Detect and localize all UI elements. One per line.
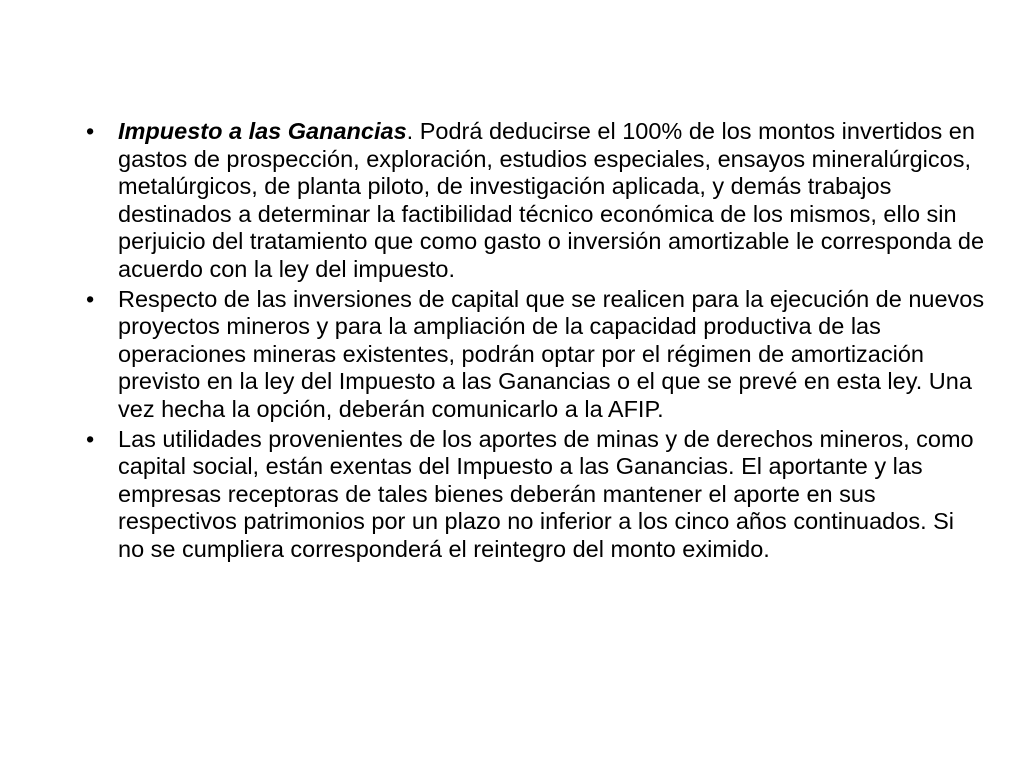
bullet-item-inversiones-capital	[86, 286, 986, 424]
bullet-marker: •	[86, 425, 95, 452]
bullet-lead-heading: Impuesto a las Ganancias	[118, 118, 407, 144]
bullet-item-ganancias-deduccion	[86, 118, 986, 284]
bullet-text: . Podrá deducirse el 100% de los montos invertidos en gastos de prospección, exploración, estudios especiales, ensayos mineralúrgicos, metalúrgicos, de planta piloto, de investigación aplicada, y demás trabajos destinados a determinar la factibilidad técnico económica de los mismos, ello sin perjuicio del tratamiento que como gasto o inversión amortizable le corresponda de acuerdo con la ley del impuesto.	[118, 118, 985, 282]
bullet-marker: •	[86, 118, 95, 144]
bullet-item-utilidades-aportes	[86, 426, 986, 564]
bullet-list	[86, 118, 986, 566]
bullet-text: Las utilidades provenientes de los aportes de minas y de derechos mineros, como capital social, están exentas del Impuesto a las Ganancias. El aportante y las empresas receptoras de tales bienes deberán mantener el aporte en sus respectivos patrimonios por un plazo no inferior a los cinco años continuados. Si no se cumpliera corresponderá el reintegro del monto eximido.	[118, 425, 974, 562]
bullet-marker: •	[86, 285, 95, 312]
bullet-text: Respecto de las inversiones de capital que se realicen para la ejecución de nuevos proyectos mineros y para la ampliación de la capacidad productiva de las operaciones mineras existentes, podrán optar por el régimen de amortización previsto en la ley del Impuesto a las Ganancias o el que se prevé en esta ley. Una vez hecha la opción, deberán comunicarlo a la AFIP.	[118, 285, 985, 422]
